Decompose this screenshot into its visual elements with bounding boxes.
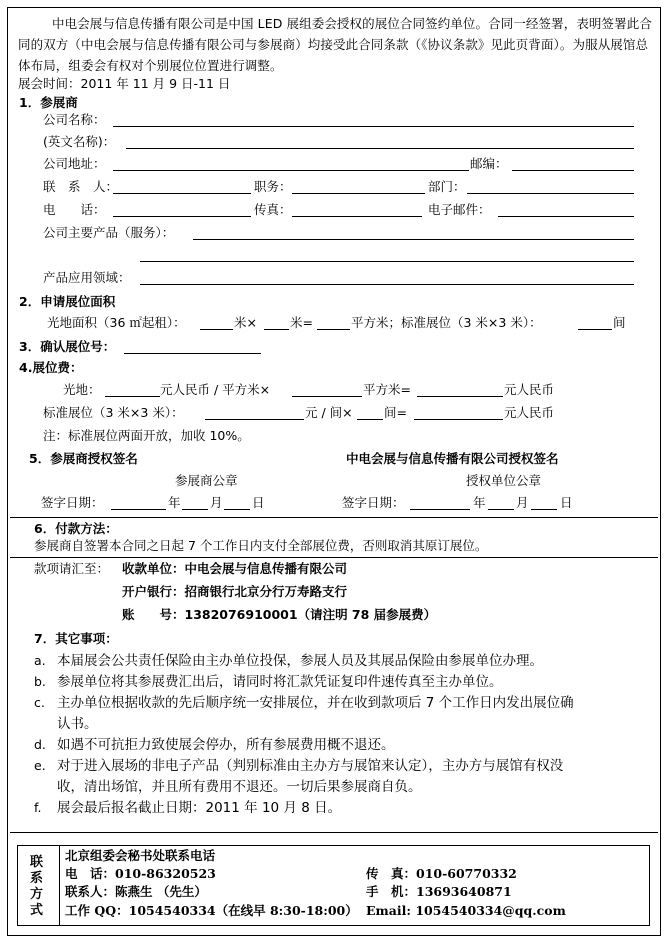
area-unit-1: 米×: [234, 315, 257, 330]
contact-email: Email: 1054540334@qq.com: [366, 903, 566, 918]
organizer-day-unit: 日: [560, 495, 573, 510]
contact-fax: 传 真：010-60770332: [366, 866, 517, 881]
section7-title: 7．其它事项：: [34, 631, 118, 646]
account: 账 号：1382076910001（请注明 78 届参展费）: [122, 607, 437, 622]
item-text: 认书。: [57, 716, 98, 732]
fee-sqm-field[interactable]: [292, 396, 362, 397]
address-label: 公司地址：: [43, 156, 106, 171]
fee-standard-total-field[interactable]: [414, 419, 503, 420]
item-mark: b.: [34, 674, 46, 689]
contact-phone: 电 话：010-86320523: [65, 866, 216, 881]
english-name-field[interactable]: [126, 148, 634, 149]
exhibitor-year-unit: 年: [168, 495, 181, 510]
organizer-year-unit: 年: [473, 495, 486, 510]
contact-person: 联系人：陈燕生 （先生）: [65, 884, 207, 899]
item-text: 本届展会公共责任保险由主办单位投保，参展人员及其展品保险由参展单位办理。: [57, 653, 543, 669]
products-label: 公司主要产品（服务）：: [43, 225, 175, 240]
section5-left-title: 5．参展商授权签名: [29, 451, 138, 466]
exhibitor-stamp-label: 参展商公章: [175, 473, 238, 488]
length-field[interactable]: [200, 329, 233, 330]
fee-standard-currency: 元人民币: [504, 405, 555, 420]
section1-title: 1．参展商: [19, 95, 78, 110]
contact-title: 北京组委会秘书处联系电话: [65, 848, 216, 863]
products-field[interactable]: [193, 239, 634, 240]
fee-standard-count-unit: 间=: [384, 405, 407, 420]
email-label: 电子邮件：: [428, 202, 491, 217]
exhibitor-year-field[interactable]: [111, 509, 166, 510]
exhibitor-month-field[interactable]: [182, 509, 208, 510]
payee: 收款单位：中电会展与信息传播有限公司: [122, 561, 348, 576]
item-mark: e.: [34, 758, 46, 773]
divider-2: [10, 557, 658, 558]
fax-field[interactable]: [292, 216, 422, 217]
item-mark: d.: [34, 737, 46, 752]
english-name-label: (英文名称)：: [43, 134, 116, 149]
remit-label: 款项请汇至：: [34, 561, 110, 576]
position-field[interactable]: [292, 193, 425, 194]
fax-label: 传真：: [254, 202, 292, 217]
dept-field[interactable]: [467, 193, 634, 194]
dept-label: 部门：: [428, 179, 466, 194]
contact-box: [17, 845, 650, 926]
contact-mobile: 手 机：13693640871: [366, 884, 512, 899]
contact-side-label: [18, 846, 60, 925]
payment-terms: 参展商自签署本合同之日起 7 个工作日内支付全部展位费，否则取消其原订展位。: [34, 538, 488, 553]
organizer-sign-date-label: 签字日期：: [342, 495, 405, 510]
booth-count-field[interactable]: [578, 329, 612, 330]
company-name-field[interactable]: [113, 126, 634, 127]
area-total-field[interactable]: [317, 329, 350, 330]
item-text: 对于进入展场的非电子产品（判别标准由主办方与展馆来认定），主办方与展馆有权没: [57, 758, 564, 774]
organizer-year-field[interactable]: [410, 509, 470, 510]
fee-standard-unit: 元 / 间×: [305, 405, 353, 420]
fee-space-unit: 元人民币 / 平方米×: [160, 382, 271, 397]
area-unit-2: 米=: [290, 315, 313, 330]
area-unit-4: 间: [613, 315, 626, 330]
position-label: 职务：: [254, 179, 292, 194]
area-label: 光地面积（36 ㎡起租）：: [47, 315, 186, 330]
item-text: 主办单位根据收款的先后顺序统一安排展位，并在收到款项后 7 个工作日内发出展位确: [57, 695, 574, 711]
section4-title: 4.展位费：: [19, 360, 83, 375]
exhibitor-month-unit: 月: [210, 495, 223, 510]
fee-standard-price-field[interactable]: [205, 419, 304, 420]
side-char-2: 系: [30, 871, 44, 886]
company-name-label: 公司名称：: [43, 112, 106, 127]
item-text: 参展单位将其参展费汇出后，请同时将汇款凭证复印件速传真至主办单位。: [57, 674, 503, 690]
fee-note: 注：标准展位两面开放，加收 10%。: [43, 428, 250, 443]
phone-field[interactable]: [113, 216, 251, 217]
item-text: 收，清出场馆，并且所有费用不退还。一切后果参展商自负。: [57, 779, 422, 795]
address-field[interactable]: [113, 170, 469, 171]
postcode-field[interactable]: [512, 170, 634, 171]
products-field-line2[interactable]: [140, 261, 634, 262]
intro-paragraph: 中电会展与信息传播有限公司是中国 LED 展组委会授权的展位合同签约单位。合同一经签署，表明签署此合同的双方（中电会展与信息传播有限公司与参展商）均接受此合同条款（《协议条款》见此页背面）。为服从展馆总体布局，组委会有权对个别展位位置进行调整。: [18, 16, 652, 73]
fee-unit-price-field[interactable]: [105, 396, 160, 397]
section2-title: 2．申请展位面积: [19, 294, 116, 309]
contact-qq: 工作 QQ：1054540334（在线早 8:30-18:00）: [65, 903, 358, 918]
organizer-stamp-label: 授权单位公章: [466, 473, 542, 488]
fee-space-total-field[interactable]: [417, 396, 503, 397]
exhibit-time: 展会时间：2011 年 11 月 9 日-11 日: [18, 76, 231, 91]
application-field[interactable]: [140, 284, 634, 285]
contact-field[interactable]: [113, 193, 251, 194]
divider-3: [10, 832, 658, 833]
section5-right-title: 中电会展与信息传播有限公司授权签名: [346, 451, 559, 466]
fee-space-currency: 元人民币: [504, 382, 555, 397]
fee-sqm-unit: 平方米=: [363, 382, 411, 397]
side-char-4: 式: [30, 903, 44, 918]
organizer-month-unit: 月: [516, 495, 529, 510]
bank: 开户银行：招商银行北京分行万寿路支行: [122, 584, 348, 599]
item-text: 如遇不可抗拒力致使展会停办，所有参展费用概不退还。: [57, 737, 395, 753]
application-label: 产品应用领域：: [43, 270, 131, 285]
booth-number-field[interactable]: [124, 353, 261, 354]
email-field[interactable]: [498, 216, 634, 217]
item-text: 展会最后报名截止日期：2011 年 10 月 8 日。: [57, 800, 342, 816]
exhibitor-sign-date-label: 签字日期：: [41, 495, 104, 510]
width-field[interactable]: [264, 329, 289, 330]
exhibitor-day-unit: 日: [252, 495, 265, 510]
item-mark: f.: [34, 800, 42, 815]
section3-title: 3．确认展位号：: [19, 339, 116, 354]
organizer-day-field[interactable]: [531, 509, 557, 510]
postcode-label: 邮编：: [470, 156, 508, 171]
contact-label: 联 系 人：: [43, 179, 119, 194]
fee-standard-count-field[interactable]: [357, 419, 383, 420]
item-mark: a.: [34, 653, 46, 668]
side-char-1: 联: [30, 855, 44, 870]
item-mark: c.: [34, 695, 45, 710]
side-char-3: 方: [30, 887, 44, 902]
organizer-month-field[interactable]: [488, 509, 514, 510]
section6-title: 6．付款方法：: [34, 521, 118, 536]
fee-standard-label: 标准展位（3 米×3 米）：: [43, 405, 184, 420]
area-unit-3: 平方米；标准展位（3 米×3 米）：: [351, 315, 542, 330]
phone-label: 电 话：: [43, 202, 106, 217]
divider-1: [10, 517, 658, 518]
fee-space-label: 光地：: [63, 382, 101, 397]
exhibitor-day-field[interactable]: [224, 509, 250, 510]
